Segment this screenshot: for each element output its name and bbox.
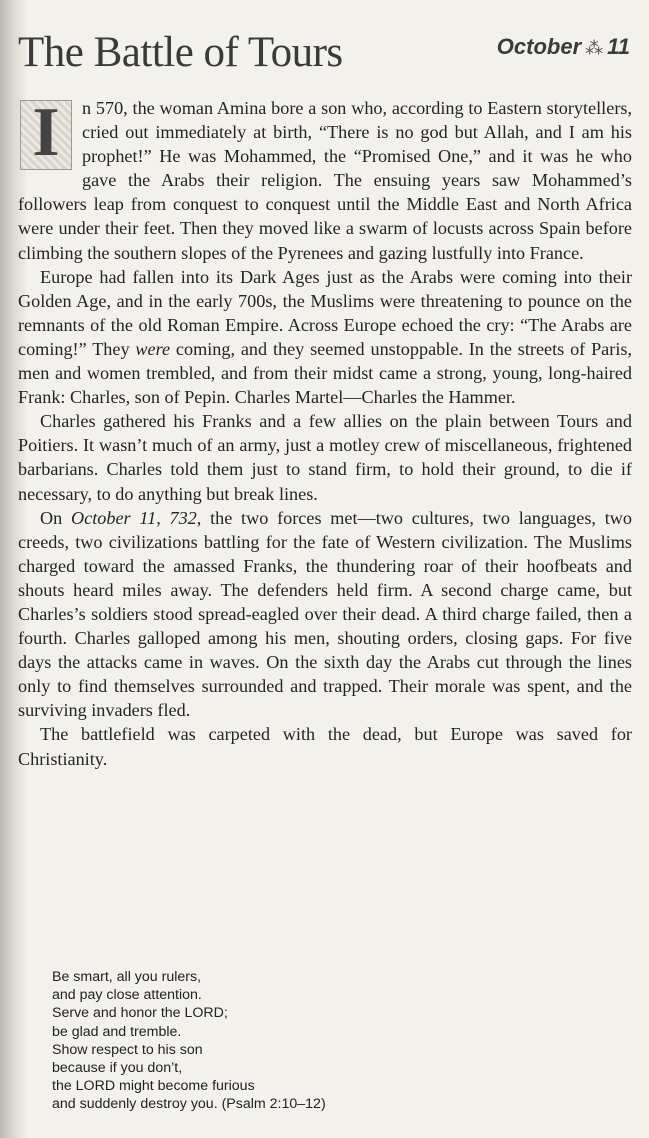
verse-line: Serve and honor the LORD; <box>52 1005 228 1022</box>
verse-line: Be smart, all you rulers, <box>52 969 202 985</box>
verse-line: and pay close attention. <box>52 987 202 1004</box>
paragraph-4-text-a: On <box>40 507 71 528</box>
paragraph-5: The battlefield was carpeted with the dead, but Europe was saved for Christianity. <box>18 724 632 769</box>
paragraph-2-text-b: coming, and they seemed unstoppable. In the streets of Paris, men and women trembled, and from their midst came a strong, young, long-haired Frank: Charles, son of Pepin. Charles Martel—Charles the Hammer. <box>18 338 632 408</box>
verse-line-citation: and suddenly destroy you. (Psalm 2:10–12) <box>52 1096 326 1113</box>
verse-line: Show respect to his son <box>52 1041 203 1058</box>
date-month: October <box>496 34 582 59</box>
verse-line: because if you don’t, <box>52 1060 183 1077</box>
page-header <box>18 28 630 78</box>
verse-line: the LORD might become furious <box>52 1078 255 1095</box>
paragraph-4-text-b: , the two forces met—two cultures, two languages, two creeds, two civilizations battling for the fate of Western civilization. The Muslims charged toward the amassed Franks, the thundering roar of their hoofbeats and shouts heard miles away. The defenders held firm. A second charge came, but Charles’s soldiers stood spread-eagled over their dead. A third charge failed, then a fourth. Charles galloped among his men, shouting orders, closing gaps. For five days the attacks came in waves. On the sixth day the Arabs cut through the lines only to find themselves surrounded and trapped. Their morale was spent, and the surviving invaders fled. <box>18 507 633 721</box>
paragraph-1 <box>18 96 632 265</box>
verse-line: be glad and tremble. <box>52 1023 182 1040</box>
paragraph-4-emphasis: October 11, 732 <box>71 507 197 528</box>
date-day: 11 <box>607 34 630 59</box>
drop-cap-letter: I <box>32 94 60 171</box>
date-heading <box>497 34 630 60</box>
ornament-icon: ⁂ <box>585 38 604 58</box>
page-title: The Battle of Tours <box>18 29 343 76</box>
paragraph-3: Charles gathered his Franks and a few allies on the plain between Tours and Poitiers. It wasn’t much of an army, just a motley crew of miscellaneous, frightened barbarians. Charles told them just to stand firm, to hold their ground, to die if necessary, to do anything but break lines. <box>18 411 632 504</box>
paragraph-4 <box>18 506 632 723</box>
article-body <box>18 96 632 771</box>
paragraph-2-text-a: Europe had fallen into its Dark Ages just as the Arabs were coming into their Golden Age, and in the early 700s, the Muslims were threatening to pounce on the remnants of the old Roman Empire. Across Europe echoed the cry: “The Arabs are coming!” They <box>18 266 632 359</box>
drop-cap <box>20 94 72 171</box>
paragraph-2 <box>18 265 632 410</box>
paragraph-2-emphasis: were <box>135 338 171 359</box>
paragraph-1-text: n 570, the woman Amina bore a son who, according to Eastern storytellers, cried out immediately at birth, “There is no god but Allah, and I am his prophet!” He was Mohammed, the “Promised One,” and it was he who gave the Arabs their religion. The ensuing years saw Mohammed’s followers leap from conquest to conquest until the Middle East and North Africa were under their feet. Then they moved like a swarm of locusts across Spain before climbing the southern slopes of the Pyrenees and gazing lustfully into France. <box>18 98 632 263</box>
scripture-verse <box>52 968 472 1114</box>
